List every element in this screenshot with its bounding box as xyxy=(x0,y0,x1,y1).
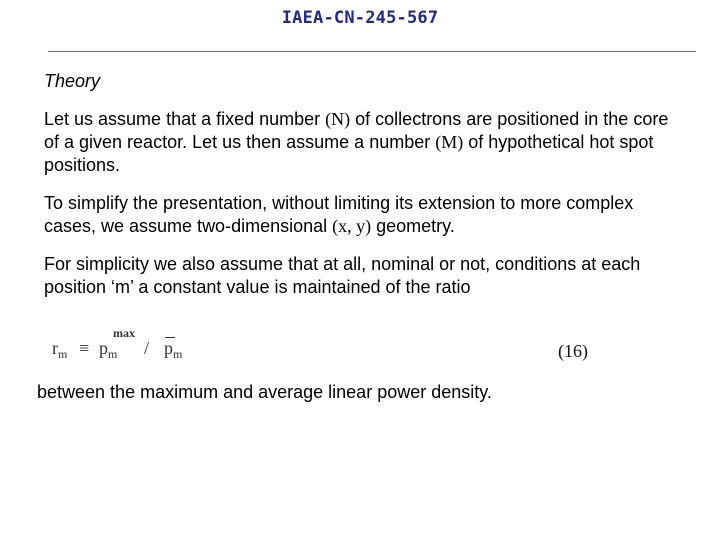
equation-lhs xyxy=(52,338,67,359)
closing-sentence: between the maximum and average linear power density. xyxy=(37,382,492,402)
equation-denominator xyxy=(164,338,182,359)
equation-numerator-subscript: m xyxy=(108,347,118,361)
equation-number: (16) xyxy=(558,341,588,361)
document-id-header: IAEA-CN-245-567 xyxy=(281,8,439,28)
paragraph-text: Let us assume that a fixed number xyxy=(44,109,326,129)
paragraph-text: geometry. xyxy=(371,216,455,236)
paragraph-assumptions xyxy=(44,108,684,177)
equation-numerator-symbol: p xyxy=(99,338,108,358)
equation-ratio xyxy=(52,326,252,362)
paragraph-text: of hypothetical hot spot positions. xyxy=(44,132,654,175)
header-divider xyxy=(48,51,696,52)
paragraph-ratio xyxy=(44,253,684,299)
equation-numerator xyxy=(99,338,117,359)
equation-denominator-subscript: m xyxy=(173,347,183,361)
equation-numerator-superscript: max xyxy=(113,326,135,340)
section-title: Theory xyxy=(44,71,101,91)
paragraph-text: To simplify the presentation, without limiting its extension to more complex cases, we assume two-dimensional xyxy=(44,193,634,236)
equation-lhs-symbol: r xyxy=(52,338,58,358)
symbol-xy: (x, y) xyxy=(332,216,372,236)
equation-lhs-subscript: m xyxy=(58,347,68,361)
division-symbol: / xyxy=(144,338,150,358)
equivalence-symbol: ≡ xyxy=(79,338,90,358)
paragraph-text: of collectrons are positioned in the core of a given reactor. Let us then assume a number xyxy=(44,109,669,152)
symbol-m: (M) xyxy=(435,132,464,152)
paragraph-geometry xyxy=(44,192,684,238)
equation-denominator-symbol: p xyxy=(164,338,173,358)
paragraph-text: For simplicity we also assume that at all, nominal or not, conditions at each position ‘m’ a constant value is maintained of the ratio xyxy=(44,254,641,297)
symbol-n: (N) xyxy=(325,109,351,129)
